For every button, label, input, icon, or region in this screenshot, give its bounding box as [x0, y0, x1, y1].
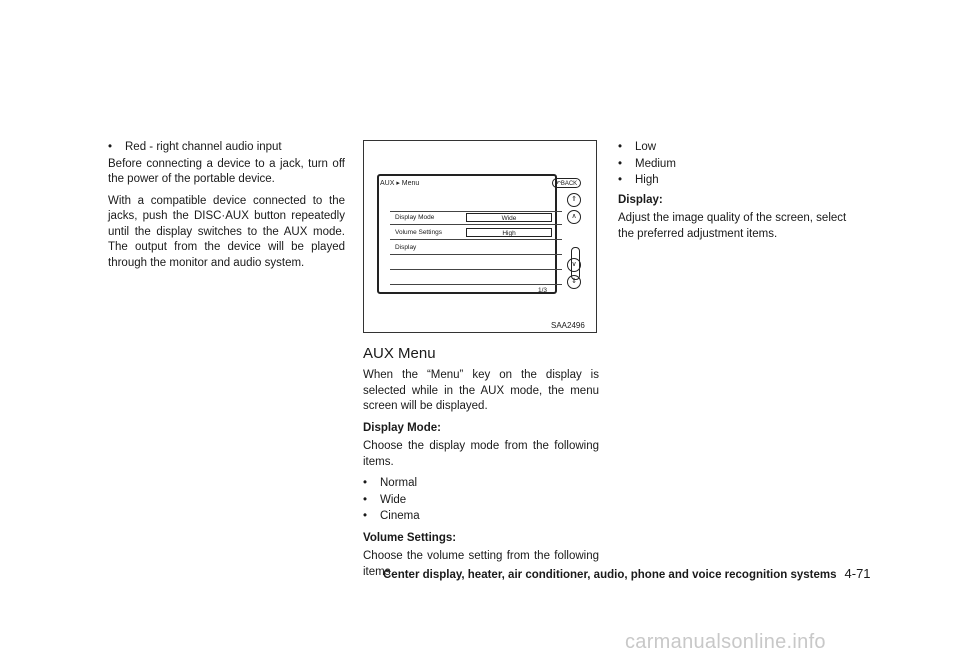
back-arrow-icon: ↶	[555, 181, 561, 187]
bullet-icon: •	[363, 493, 368, 506]
back-button	[552, 178, 581, 188]
menu-row-value: Wide	[466, 213, 552, 222]
paragraph: With a compatible device connected to the jacks, push the DISC·AUX button repeatedly until the display switches to the AUX mode. The output from the device will be played through the monitor and audio system.	[108, 194, 345, 269]
screen-title: AUX ▸ Menu	[380, 180, 420, 187]
right-column	[618, 140, 856, 248]
bullet-icon: •	[618, 157, 623, 170]
scroll-down-icon: ⇓	[567, 275, 581, 289]
list-item-text: Low	[635, 141, 657, 153]
subheading: Display Mode:	[363, 421, 441, 434]
bullet-icon: •	[618, 141, 623, 153]
paragraph: Choose the volume setting from the following items.	[363, 550, 599, 578]
list-item	[363, 493, 599, 509]
menu-divider	[390, 211, 562, 212]
up-icon: ∧	[567, 210, 581, 224]
menu-divider	[390, 254, 562, 255]
list-item	[618, 173, 856, 189]
menu-divider	[390, 224, 562, 225]
menu-divider	[390, 239, 562, 240]
list-item	[618, 157, 856, 173]
list-item-text: Cinema	[380, 510, 420, 522]
paragraph: Adjust the image quality of the screen, select the preferred adjustment items.	[618, 212, 847, 240]
list-item-text: Normal	[380, 477, 418, 489]
menu-divider	[390, 269, 562, 270]
page-footer	[383, 566, 871, 581]
footer-section: Center display, heater, air conditioner, audio, phone and voice recognition systems	[383, 569, 837, 581]
bullet-icon: •	[108, 141, 113, 153]
list-item	[108, 140, 345, 156]
bullet-icon: •	[618, 174, 623, 186]
menu-row-value: High	[466, 228, 552, 237]
down-icon: ∨	[567, 258, 581, 272]
left-column	[108, 140, 345, 277]
menu-row-label: Display	[395, 244, 417, 251]
list-item	[363, 476, 599, 492]
watermark: carmanualsonline.info	[625, 631, 826, 653]
subheading: Display:	[618, 193, 663, 206]
menu-row-label: Display Mode	[395, 214, 435, 221]
back-label: BACK	[560, 181, 578, 187]
aux-menu-figure	[363, 140, 597, 333]
list-item-text: Red - right channel audio input	[125, 141, 282, 153]
scroll-up-icon: ⇑	[567, 193, 581, 207]
paragraph: Choose the display mode from the following items.	[363, 440, 599, 468]
list-item	[363, 509, 599, 525]
list-item-text: Medium	[635, 157, 676, 170]
bullet-icon: •	[363, 510, 368, 522]
page-number: 4-71	[844, 566, 871, 581]
subheading: Volume Settings:	[363, 531, 457, 544]
paragraph: Before connecting a device to a jack, turn off the power of the portable device.	[108, 157, 345, 185]
middle-column	[363, 345, 599, 586]
menu-divider	[390, 284, 562, 285]
menu-row-label: Volume Settings	[395, 229, 442, 236]
figure-code: SAA2496	[551, 321, 585, 330]
paragraph: When the “Menu” key on the display is selected while in the AUX mode, the menu screen will be displayed.	[363, 369, 599, 412]
list-item-text: Wide	[380, 493, 407, 506]
list-item	[618, 140, 856, 156]
list-item-text: High	[635, 174, 659, 186]
section-title: AUX Menu	[363, 345, 436, 362]
bullet-icon: •	[363, 477, 368, 489]
page-indicator: 1/3	[538, 287, 548, 294]
